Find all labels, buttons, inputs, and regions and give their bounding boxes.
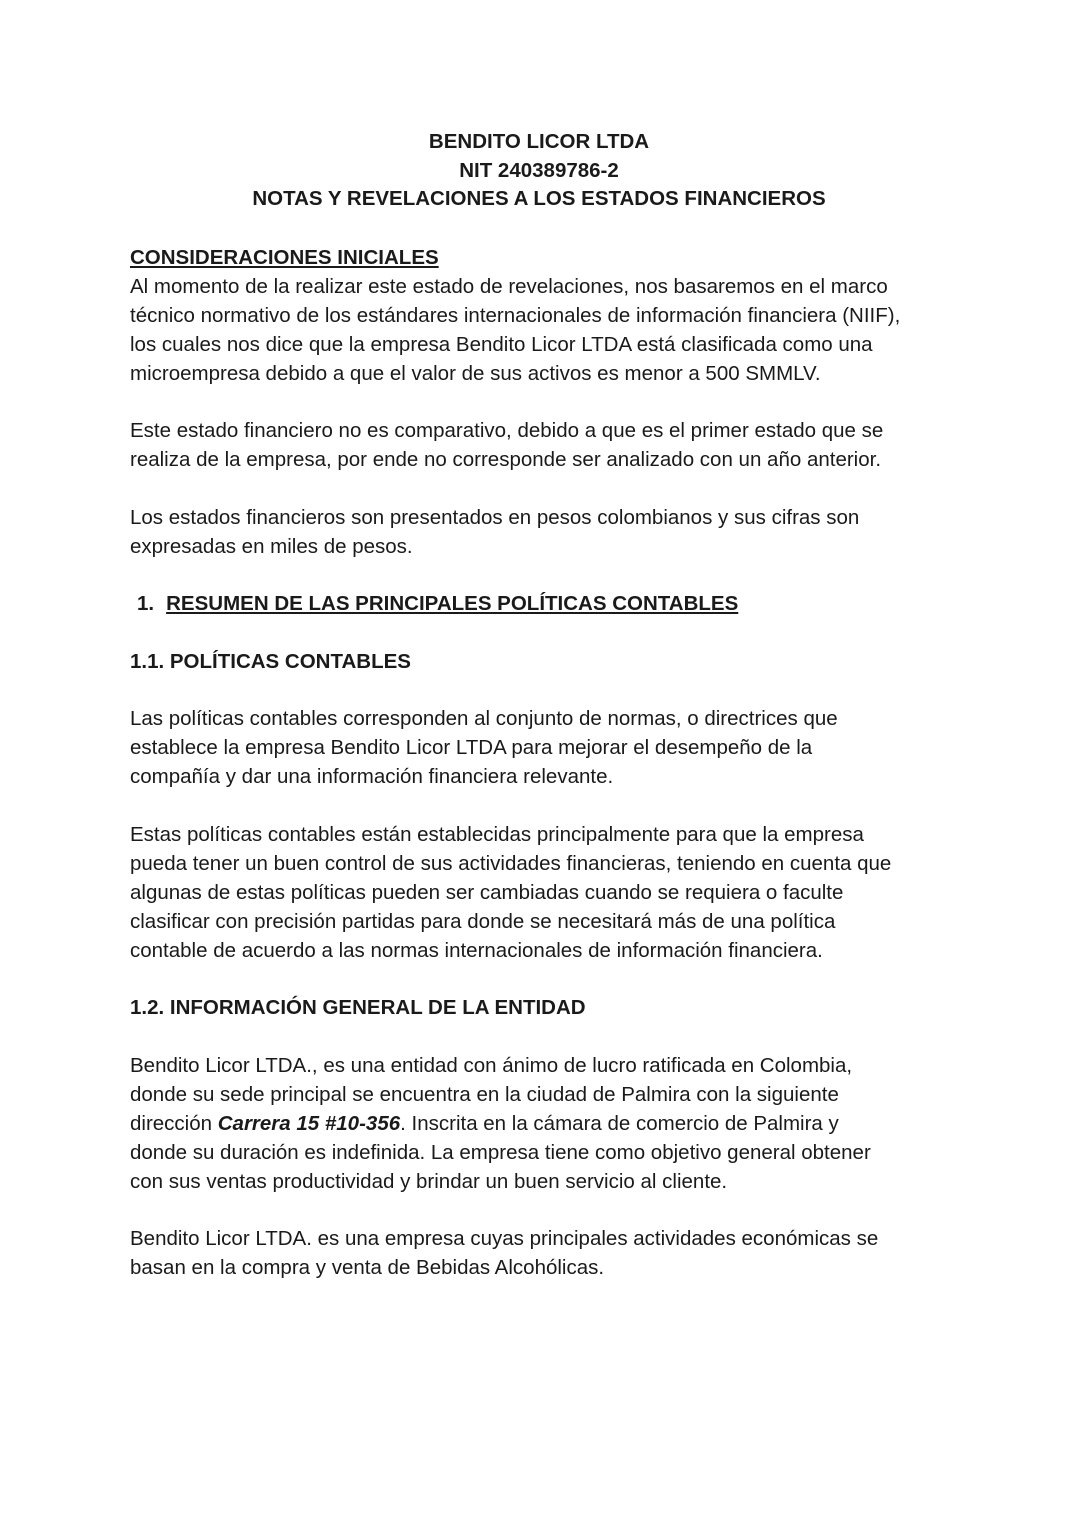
section-1-title: RESUMEN DE LAS PRINCIPALES POLÍTICAS CONTABLES: [166, 592, 739, 615]
document-page: [130, 128, 960, 1282]
considerations-paragraph-1: Al momento de la realizar este estado de revelaciones, nos basaremos en el marco técnico normativo de los estándares internacionales de información financiera (NIIF), los cuales nos dice que la empresa Bendito Licor LTDA está clasificada como una microempresa debido a que el valor de sus activos es menor a 500 SMMLV.: [130, 274, 901, 385]
considerations-paragraph-2: Este estado financiero no es comparativo, debido a que es el primer estado que se realiza de la empresa, por ende no corresponde ser analizado con un año anterior.: [130, 419, 884, 471]
section-1-number: 1.: [137, 592, 155, 615]
document-title: NOTAS Y REVELACIONES A LOS ESTADOS FINANCIEROS: [252, 187, 826, 210]
company-address: Carrera 15 #10-356: [217, 1111, 401, 1135]
considerations-paragraph-3: Los estados financieros son presentados en pesos colombianos y sus cifras son expresadas en miles de pesos.: [130, 505, 860, 558]
considerations-heading: CONSIDERACIONES INICIALES: [130, 245, 439, 269]
company-nit: NIT 240389786-2: [459, 158, 619, 182]
section-1-1-paragraph-2: Estas políticas contables están establecidas principalmente para que la empresa pueda tener un buen control de sus actividades financieras, teniendo en cuenta que algunas de estas políticas pueden ser cambiadas cuando se requiera o faculte clasificar con precisión partidas para donde se necesitará más de una política contable de acuerdo a las normas internacionales de información financiera.: [130, 822, 892, 962]
section-1-heading: [130, 589, 960, 618]
document-header: [130, 128, 948, 214]
section-1-1-paragraph-1: Las políticas contables corresponden al conjunto de normas, o directrices que establece la empresa Bendito Licor LTDA para mejorar el desempeño de la compañía y dar una información financiera relevante.: [130, 707, 838, 788]
section-1-2-paragraph-1: Bendito Licor LTDA., es una entidad con ánimo de lucro ratificada en Colombia, donde su sede principal se encuentra en la ciudad de Palmira con la siguiente dirección Carrera 15 #10-356. Inscrita en la cámara de comercio de Palmira y donde su duración es indefinida. La empresa tiene como objetivo general obtener con sus ventas productividad y brindar un buen servicio al cliente.: [130, 1053, 871, 1193]
section-1-2-paragraph-2: Bendito Licor LTDA. es una empresa cuyas principales actividades económicas se basan en la compra y venta de Bebidas Alcohólicas.: [130, 1227, 879, 1279]
company-name: BENDITO LICOR LTDA: [428, 130, 650, 153]
section-1-1-heading: 1.1. POLÍTICAS CONTABLES: [130, 649, 411, 673]
section-1-2-heading: 1.2. INFORMACIÓN GENERAL DE LA ENTIDAD: [130, 996, 586, 1019]
